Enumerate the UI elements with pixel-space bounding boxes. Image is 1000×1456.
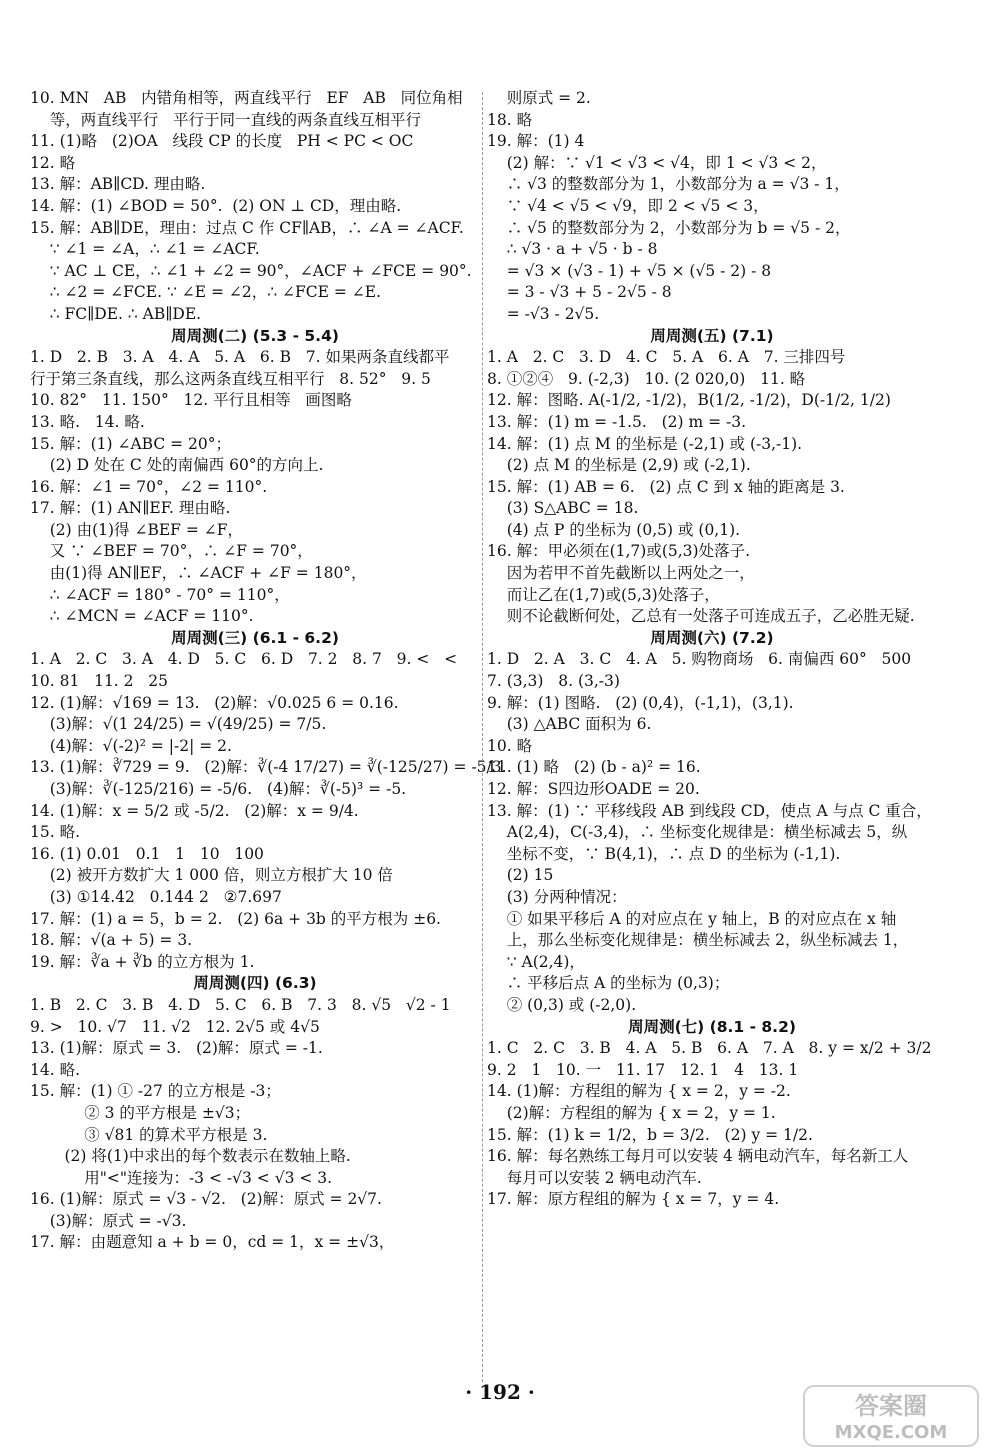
answer-line: 14. 解：(1) ∠BOD = 50°. (2) ON ⊥ CD，理由略. [30,196,402,215]
answer-line: 9. > 10. √7 11. √2 12. 2√5 或 4√5 [30,1017,320,1036]
answer-line: 10. MN AB 内错角相等，两直线平行 EF AB 同位角相 [30,89,463,107]
answer-line: 15. 解：AB∥DE，理由：过点 C 作 CF∥AB，∴ ∠A = ∠ACF. [30,218,464,237]
answer-line: 19. 解：(1) 4 [487,132,585,151]
answer-line: 坐标不变，∵ B(4,1)，∴ 点 D 的坐标为 (-1,1). [487,844,841,863]
answer-line: 而让乙在(1,7)或(5,3)处落子， [487,585,720,604]
answer-line: (2) 将(1)中求出的每个数表示在数轴上略. [30,1147,351,1166]
answer-line: ∴ ∠2 = ∠FCE. ∵ ∠E = ∠2，∴ ∠FCE = ∠E. [30,283,382,302]
column-divider [482,92,483,1382]
answer-line: (3)解：√(1 24/25) = √(49/25) = 7/5. [30,715,327,734]
answer-line: 16. 解：每名熟练工每月可以安装 4 辆电动汽车，每名新工人 [487,1147,909,1166]
answer-line: 14. 略. [30,1060,81,1079]
answer-line: ① 如果平移后 A 的对应点在 y 轴上，B 的对应点在 x 轴 [487,909,897,928]
section-heading: 周周测(七) (8.1 - 8.2) [628,1017,796,1036]
answer-line: = -√3 - 2√5. [487,304,600,323]
answer-line: = 3 - √3 + 5 - 2√5 - 8 [487,283,672,302]
answer-line: 上，那么坐标变化规律是：横坐标减去 2，纵坐标减去 1， [487,931,909,950]
answer-line: 1. C 2. C 3. B 4. A 5. B 6. A 7. A 8. y = x/2 + 3/2 [487,1039,932,1058]
answer-line: 16. (1)解：原式 = √3 - √2. (2)解：原式 = 2√7. [30,1190,382,1209]
answer-line: 12. 解：S四边形OADE = 20. [487,780,700,798]
answer-line: ∴ FC∥DE. ∴ AB∥DE. [30,304,202,323]
answer-line: 用"<"连接为：-3 < -√3 < √3 < 3. [30,1168,333,1187]
answer-line: 15. 解：(1) ① -27 的立方根是 -3； [30,1082,281,1101]
section-heading: 周周测(六) (7.2) [650,628,774,647]
answer-line: (2) 解：∵ √1 < √3 < √4，即 1 < √3 < 2， [487,153,827,172]
answer-line: 则不论截断何处，乙总有一处落子可连成五子，乙必胜无疑. [487,607,915,626]
answer-line: (4)解：√(-2)² = |-2| = 2. [30,736,232,755]
answer-line: 又 ∵ ∠BEF = 70°，∴ ∠F = 70°， [30,542,313,561]
answer-line: 17. 解：(1) AN∥EF. 理由略. [30,499,231,518]
answer-line: 17. 解：(1) a = 5，b = 2. (2) 6a + 3b 的平方根为 ±6. [30,909,441,928]
answer-line: (3)解：∛(-125/216) = -5/6. (4)解：∛(-5)³ = -5. [30,780,407,798]
answer-line: (3) S△ABC = 18. [487,499,639,518]
answer-line: A(2,4)，C(-3,4)，∴ 坐标变化规律是：横坐标减去 5，纵 [487,823,908,842]
right-column [487,88,937,1211]
answer-line: 14. 解：(1) 点 M 的坐标是 (-2,1) 或 (-3,-1). [487,434,803,453]
answer-line: ∵ ∠1 = ∠A，∴ ∠1 = ∠ACF. [30,240,260,259]
answer-line: ∵ AC ⊥ CE，∴ ∠1 + ∠2 = 90°，∠ACF + ∠FCE = 90°. [30,261,472,280]
answer-line: (4) 点 P 的坐标为 (0,5) 或 (0,1). [487,520,741,539]
answer-line: ③ √81 的算术平方根是 3. [30,1125,268,1144]
answer-line: 11. (1)略 (2)OA 线段 CP 的长度 PH < PC < OC [30,132,414,151]
answer-line: 1. A 2. C 3. D 4. C 5. A 6. A 7. 三排四号 [487,348,846,367]
answer-line: (3) 分两种情况： [487,887,627,906]
answer-line: 15. 解：(1) k = 1/2，b = 3/2. (2) y = 1/2. [487,1125,813,1144]
answer-line: (3) ①14.42 0.144 2 ②7.697 [30,887,282,906]
answer-line: 每月可以安装 2 辆电动汽车. [487,1168,702,1187]
answer-line: 13. 解：AB∥CD. 理由略. [30,175,206,194]
answer-line: ∴ ∠MCN = ∠ACF = 110°. [30,607,254,626]
answer-line: (2) D 处在 C 处的南偏西 60°的方向上. [30,456,324,475]
answer-line: 1. A 2. C 3. A 4. D 5. C 6. D 7. 2 8. 7 9. < < [30,650,458,669]
answer-line: ∴ √3 的整数部分为 1，小数部分为 a = √3 - 1， [487,175,850,194]
answer-line: 1. D 2. B 3. A 4. A 5. A 6. B 7. 如果两条直线都平 [30,348,450,367]
answer-line: 因为若甲不首先截断以上两处之一， [487,564,755,583]
answer-line: ∴ ∠ACF = 180° - 70° = 110°， [30,585,290,604]
answer-line: (2)解：方程组的解为 { x = 2，y = 1. [487,1103,776,1122]
answer-line: 14. (1)解：方程组的解为 { x = 2，y = -2. [487,1082,791,1101]
answer-line: 12. (1)解：√169 = 13. (2)解：√0.025 6 = 0.16. [30,693,399,712]
answer-line: 7. (3,3) 8. (3,-3) [487,672,620,691]
answer-line: 行于第三条直线，那么这两条直线互相平行 8. 52° 9. 5 [30,369,431,388]
answer-line: 13. 解：(1) m = -1.5. (2) m = -3. [487,412,747,431]
answer-line: ∴ 平移后点 A 的坐标为 (0,3)； [487,974,730,993]
answer-line: (2) 15 [487,866,554,885]
watermark-line2: MXQE.COM [834,1422,948,1443]
page-number: · 192 · [465,1380,535,1404]
answer-line: 8. ①②④ 9. (-2,3) 10. (2 020,0) 11. 略 [487,369,806,388]
answer-line: 16. (1) 0.01 0.1 1 10 100 [30,844,264,863]
answer-line: (2) 点 M 的坐标是 (2,9) 或 (-2,1). [487,456,751,475]
answer-line: 则原式 = 2. [487,89,591,107]
answer-line: 1. B 2. C 3. B 4. D 5. C 6. B 7. 3 8. √5 √2 - 1 [30,995,451,1014]
answer-line: 15. 略. [30,823,81,842]
answer-line: 13. 解：(1) ∵ 平移线段 AB 到线段 CD，使点 A 与点 C 重合， [487,801,932,820]
answer-line: 18. 略 [487,110,533,129]
answer-line: 13. 略. 14. 略. [30,412,145,431]
answer-line: (2) 被开方数扩大 1 000 倍，则立方根扩大 10 倍 [30,866,393,885]
section-heading: 周周测(二) (5.3 - 5.4) [171,326,339,345]
answer-line: 15. 解：(1) ∠ABC = 20°； [30,434,231,453]
answer-line: ∵ A(2,4)， [487,952,585,971]
answer-line: 17. 解：原方程组的解为 { x = 7，y = 4. [487,1190,780,1209]
section-heading: 周周测(五) (7.1) [650,326,774,345]
answer-line: (3)解：原式 = -√3. [30,1211,187,1230]
answer-line: 15. 解：(1) AB = 6. (2) 点 C 到 x 轴的距离是 3. [487,477,845,496]
answer-line: ∴ √3 · a + √5 · b - 8 [487,240,658,259]
answer-line: 17. 解：由题意知 a + b = 0，cd = 1，x = ±√3， [30,1233,395,1252]
answer-line: 由(1)得 AN∥EF，∴ ∠ACF + ∠F = 180°， [30,564,367,583]
section-heading: 周周测(四) (6.3) [193,974,317,993]
answer-line: (2) 由(1)得 ∠BEF = ∠F， [30,520,244,539]
answer-line: ② (0,3) 或 (-2,0). [487,995,637,1014]
answer-line: ② 3 的平方根是 ±√3； [30,1103,251,1122]
answer-line: 1. D 2. A 3. C 4. A 5. 购物商场 6. 南偏西 60° 500 [487,650,912,669]
watermark-logo [802,1384,980,1448]
answer-line: 13. (1)解：∛729 = 9. (2)解：∛(-4 17/27) = ∛(-125/27) = -5/3. [30,758,507,777]
answer-line: 10. 81 11. 2 25 [30,672,169,691]
answer-line: 10. 略 [487,736,533,755]
answer-line: 9. 解：(1) 图略. (2) (0,4)，(-1,1)，(3,1). [487,693,794,712]
watermark-logo-icon [802,1384,980,1448]
answer-line: 19. 解：∛a + ∛b 的立方根为 1. [30,952,255,971]
answer-line: 9. 2 1 10. 一 11. 17 12. 1 4 13. 1 [487,1060,799,1079]
answer-line: 18. 解：√(a + 5) = 3. [30,931,193,950]
answer-line: 11. (1) 略 (2) (b - a)² = 16. [487,758,701,777]
answer-line: ∴ √5 的整数部分为 2，小数部分为 b = √5 - 2， [487,218,851,237]
answer-line: 12. 解：图略. A(-1/2, -1/2)，B(1/2, -1/2)，D(-1/2, 1/2) [487,391,891,410]
left-column [30,88,507,1254]
answer-line: = √3 × (√3 - 1) + √5 × (√5 - 2) - 8 [487,261,772,280]
answer-line: ∵ √4 < √5 < √9，即 2 < √5 < 3， [487,196,769,215]
answer-line: 10. 82° 11. 150° 12. 平行且相等 画图略 [30,391,352,410]
answer-line: 16. 解：甲必须在(1,7)或(5,3)处落子. [487,542,750,561]
answer-line: 13. (1)解：原式 = 3. (2)解：原式 = -1. [30,1039,323,1058]
answer-line: 12. 略 [30,153,76,172]
answer-line: 14. (1)解：x = 5/2 或 -5/2. (2)解：x = 9/4. [30,801,359,820]
watermark-line1: 答案圈 [855,1392,927,1420]
answer-line: 16. 解：∠1 = 70°，∠2 = 110°. [30,477,268,496]
answer-line: (3) △ABC 面积为 6. [487,715,652,734]
answer-line: 等，两直线平行 平行于同一直线的两条直线互相平行 [30,110,421,129]
section-heading: 周周测(三) (6.1 - 6.2) [171,628,339,647]
